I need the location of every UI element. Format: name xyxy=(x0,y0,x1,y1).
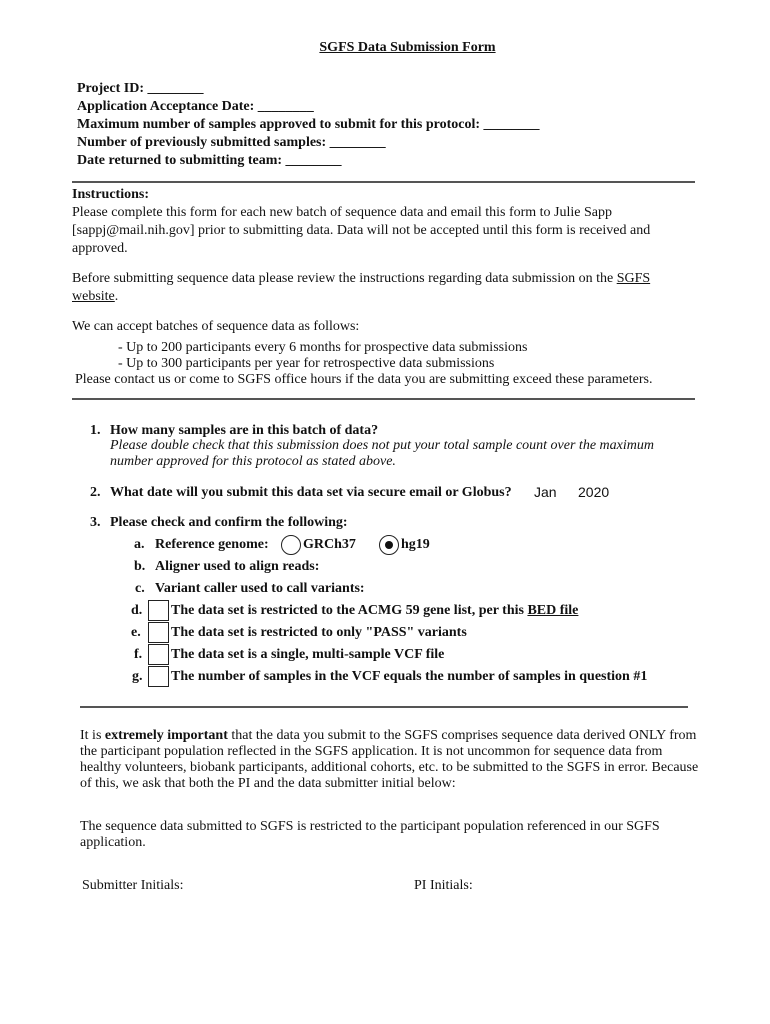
question-3 xyxy=(90,514,348,532)
item-a-label: a. xyxy=(134,537,145,552)
question-2-number: 2. xyxy=(90,485,101,500)
variant-caller-label[interactable]: Variant caller used to call variants: xyxy=(155,581,365,596)
instructions-paragraph-3: We can accept batches of sequence data as follows: xyxy=(72,319,360,334)
item-g-label: g. xyxy=(132,669,143,684)
submitter-initials-field[interactable]: Submitter Initials: xyxy=(82,878,184,893)
date-returned-field[interactable]: Date returned to submitting team: ________ xyxy=(77,153,342,168)
instructions-paragraph-2 xyxy=(72,270,697,306)
question-1-number: 1. xyxy=(90,423,101,438)
importance-emphasis: extremely important xyxy=(104,728,228,743)
bullet-retrospective: - Up to 300 participants per year for retrospective data submissions xyxy=(118,356,495,371)
question-2-text: What date will you submit this data set via secure email or Globus? xyxy=(110,485,512,500)
aligner-label[interactable]: Aligner used to align reads: xyxy=(155,559,320,574)
item-c-label: c. xyxy=(135,581,145,596)
project-id-field[interactable]: Project ID: ________ xyxy=(77,81,204,96)
bullet-prospective: - Up to 200 participants every 6 months for prospective data submissions xyxy=(118,340,528,355)
instructions-heading: Instructions: xyxy=(72,187,150,202)
reference-genome-label: Reference genome: xyxy=(155,537,269,552)
question-3-text: Please check and confirm the following: xyxy=(110,515,348,530)
instructions-paragraph-1: Please complete this form for each new batch of sequence data and email this form to Julie Sapp [sappj@mail.nih.gov] prior to submitting data. Data will not be accepted until this form is received and approved. xyxy=(72,205,651,256)
acmg-text: The data set is restricted to the ACMG 59 gene list, per this xyxy=(171,603,528,618)
acmg-gene-list-label xyxy=(171,603,578,619)
divider-bottom xyxy=(80,706,688,708)
form-title: SGFS Data Submission Form xyxy=(319,40,496,55)
question-1-text: How many samples are in this batch of data? xyxy=(110,423,379,438)
item-e-label: e. xyxy=(131,625,141,640)
importance-text: that the data you submit to the SGFS comprises sequence data derived ONLY from the participant population reflected in the SGFS application. It is not uncommon for sequence data from healthy volunteers, biobank participants, additional cohorts, etc. to be submitted to the SGFS in error. Because of this, we ask that both the PI and the data submitter initial below: xyxy=(80,728,699,791)
item-f-label: f. xyxy=(134,647,143,662)
bed-file-link[interactable]: BED file xyxy=(527,603,579,618)
radio-selected-dot xyxy=(385,541,393,549)
divider-middle xyxy=(72,398,695,400)
checkbox-sample-count[interactable] xyxy=(148,666,169,687)
sample-count-label: The number of samples in the VCF equals the number of samples in question #1 xyxy=(171,669,648,684)
hg19-label: hg19 xyxy=(401,537,430,552)
radio-hg19[interactable] xyxy=(379,535,399,555)
checkbox-acmg-gene-list[interactable] xyxy=(148,600,169,621)
pass-variants-label: The data set is restricted to only "PASS" variants xyxy=(171,625,467,640)
submission-month-field[interactable]: Jan xyxy=(534,484,557,500)
importance-prefix: It is xyxy=(80,728,105,743)
question-3-number: 3. xyxy=(90,515,101,530)
sgfs-website-link[interactable]: SGFS website xyxy=(72,271,651,304)
restriction-statement: The sequence data submitted to SGFS is restricted to the participant population referenced in our SGFS application. xyxy=(80,819,660,850)
question-1-note: Please double check that this submission does not put your total sample count over the maximum number approved for this protocol as stated above. xyxy=(110,438,654,469)
item-d-label: d. xyxy=(131,603,143,618)
paragraph-2-end: . xyxy=(114,289,119,304)
single-vcf-label: The data set is a single, multi-sample VCF file xyxy=(171,647,445,662)
submission-year-field[interactable]: 2020 xyxy=(578,484,610,500)
importance-paragraph xyxy=(80,728,700,792)
max-samples-field[interactable]: Maximum number of samples approved to submit for this protocol: ________ xyxy=(77,117,540,132)
contact-note: Please contact us or come to SGFS office hours if the data you are submitting exceed these parameters. xyxy=(75,372,653,387)
grch37-label: GRCh37 xyxy=(303,537,356,552)
checkbox-single-vcf[interactable] xyxy=(148,644,169,665)
item-b-label: b. xyxy=(134,559,146,574)
paragraph-2-text: Before submitting sequence data please review the instructions regarding data submission on the xyxy=(72,271,617,286)
question-2 xyxy=(90,484,512,502)
pi-initials-field[interactable]: PI Initials: xyxy=(414,878,473,893)
acceptance-date-field[interactable]: Application Acceptance Date: ________ xyxy=(77,99,314,114)
divider-top xyxy=(72,181,695,183)
radio-grch37[interactable] xyxy=(281,535,301,555)
previous-samples-field[interactable]: Number of previously submitted samples: ________ xyxy=(77,135,386,150)
checkbox-pass-variants[interactable] xyxy=(148,622,169,643)
